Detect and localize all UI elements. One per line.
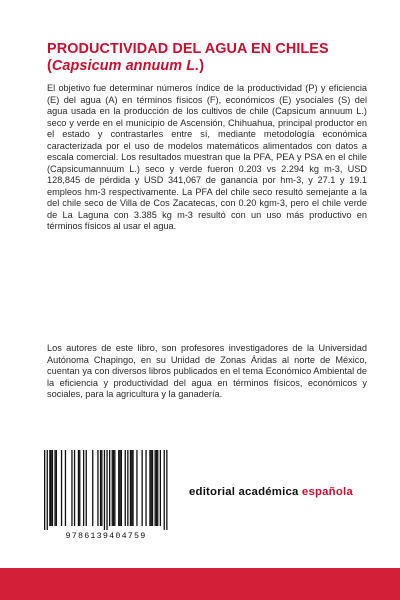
book-title [47,41,377,75]
barcode-bar [54,450,55,526]
barcode-bar [121,450,122,526]
publisher-name-main: editorial académica [189,486,299,498]
barcode-bar [113,450,114,526]
barcode-bar [132,450,133,526]
barcode-bar [47,450,48,530]
barcode-bar [160,450,161,526]
title-main: PRODUCTIVIDAD DEL AGUA EN CHILES [47,41,329,57]
barcode-bar [125,450,126,526]
title-paren-open: ( [47,58,52,74]
publisher-name-accent: española [301,486,353,498]
title-paren-close: ) [199,58,205,74]
barcode-bar [142,450,143,526]
barcode-bar [152,450,153,526]
barcode-bar [71,450,72,526]
barcode-bar [104,450,105,530]
isbn-number: 9786139404759 [65,531,147,541]
barcode-bar [106,450,107,530]
barcode-bar [118,450,119,526]
barcode-bar [155,450,156,526]
barcode-bar [79,450,80,526]
barcode-bar [109,450,110,526]
barcode-bar [157,450,158,526]
barcode-bar [166,450,167,530]
barcode-bar [164,450,165,530]
barcode-bar [86,450,87,526]
barcode-bar [56,450,57,526]
barcode-bar [136,450,137,526]
barcode-bar [130,450,131,526]
barcode-bar [100,450,101,526]
barcode-bar [127,450,128,526]
barcode-bar [114,450,115,526]
abstract-paragraph: El objetivo fue determinar números índice de la productividad (P) y eficiencia (E) del agua (A) en términos físicos (F), económicos (E) ysociales (S) del agua usada en la producción de los cultivos de chile (Capsicum annuum L.) seco y verde en el municipio de Ascensión, Chihuahua, principal productor en el estado y contrastarles entre sí, mediante metodología económica caracterizada por el uso de modelos matemáticos alimentados con datos a escala comercial. Los resultados muestran que la PFA, PEA y PSA en el chile (Capsicumannuum L.) seco y verde fueron 0.203 vs 2.294 kg m-3, USD 128,845 de pérdida y USD 341,067 de ganancia por hm-3, y 27.1 y 19.1 empleos hm-3 respectivamente. La PFA del chile seco resultó semejante a la del chile seco de Villa de Cos Zacatecas, con 0.20 kgm-3, pero el chile verde de La Laguna con 3.385 kg m-3 resultó con un uso más productivo en términos físicos al usar el agua. [47,83,367,231]
barcode-bar [83,450,84,526]
barcode-bar [92,450,93,526]
title-scientific-name: Capsicum annuum L. [51,58,200,74]
barcode-bar [97,450,98,526]
barcode-bar [51,450,52,526]
barcode-bars [36,450,174,530]
barcode-bar [145,450,146,526]
authors-paragraph: Los autores de este libro, son profesores investigadores de la Universidad Autónoma Chapingo, en su Unidad de Zonas Áridas al norte de México, cuentan ya con diversos libros publicados en el tema Económico Ambiental de la eficiencia y productividad del agua en términos físicos, económicos y sociales, para la agricultura y la ganadería. [47,343,367,399]
barcode-bar [49,450,50,526]
barcode-bar [52,450,53,526]
barcode-bar [78,450,79,526]
barcode-bar [61,450,62,526]
barcode-bar [156,450,157,526]
barcode-bar [44,450,45,530]
bottom-color-band [0,568,400,600]
barcode-bar [112,450,113,526]
publisher-logo [189,486,353,498]
barcode-bar [151,450,152,526]
barcode-bar [119,450,120,526]
barcode-bar [131,450,132,526]
isbn-barcode [36,450,174,544]
barcode-bar [101,450,102,526]
barcode-bar [149,450,150,526]
barcode-bar [65,450,66,526]
barcode-bar [74,450,75,526]
